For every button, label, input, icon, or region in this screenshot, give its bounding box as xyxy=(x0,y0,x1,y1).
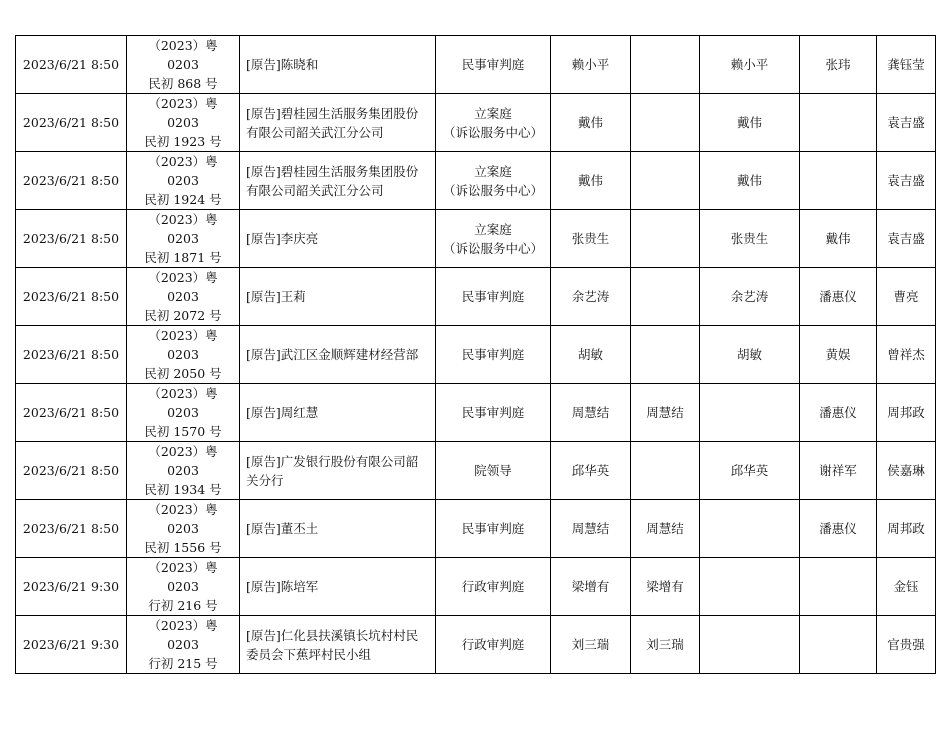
court-text: 立案庭 xyxy=(474,221,512,237)
party-text: [原告]陈晓和 xyxy=(246,57,319,72)
party-text: [原告]武江区金顺辉建材经营部 xyxy=(246,347,419,362)
party-text: [原告]李庆亮 xyxy=(246,231,319,246)
clerk-cell xyxy=(877,36,936,94)
presiding-judge-text: 刘三瑞 xyxy=(646,637,684,652)
case-number-text: （2023）粤 0203 xyxy=(148,154,218,188)
panel-member-cell xyxy=(700,500,800,558)
hearing-time-cell xyxy=(16,210,127,268)
case-number-text: 民初 1924 号 xyxy=(144,192,222,207)
case-number-text: 民初 1871 号 xyxy=(144,250,222,265)
party-cell xyxy=(240,558,436,616)
court-text: （诉讼服务中心） xyxy=(442,182,543,198)
case-number-cell xyxy=(127,500,240,558)
panel-member-cell xyxy=(700,558,800,616)
panel-member-cell xyxy=(700,210,800,268)
case-number-text: 行初 215 号 xyxy=(148,656,218,671)
party-text: [原告]碧桂园生活服务集团股份有限公司韶关武江分公司 xyxy=(246,105,419,140)
judge-text: 戴伟 xyxy=(577,115,603,130)
judge-cell xyxy=(551,268,631,326)
panel-member-text: 戴伟 xyxy=(736,173,762,188)
case-number-text: 民初 2072 号 xyxy=(144,308,222,323)
panel-member-2-cell xyxy=(800,326,877,384)
panel-member-2-cell xyxy=(800,558,877,616)
judge-text: 戴伟 xyxy=(577,173,603,188)
clerk-text: 周邦政 xyxy=(887,405,925,420)
court-text: 立案庭 xyxy=(474,105,512,121)
judge-cell xyxy=(551,500,631,558)
case-number-cell xyxy=(127,326,240,384)
judge-text: 张贵生 xyxy=(571,231,610,246)
judge-text: 周慧结 xyxy=(571,405,610,420)
court-text: 立案庭 xyxy=(474,163,512,179)
table-body xyxy=(16,36,936,674)
court-text: （诉讼服务中心） xyxy=(442,124,543,140)
presiding-judge-text: 梁增有 xyxy=(646,579,684,594)
panel-member-cell xyxy=(700,152,800,210)
hearing-schedule-table xyxy=(15,35,936,674)
table-row xyxy=(16,558,936,616)
court-cell xyxy=(436,384,551,442)
party-cell xyxy=(240,94,436,152)
case-number-cell xyxy=(127,558,240,616)
case-number-text: （2023）粤 0203 xyxy=(148,502,218,536)
hearing-time-text: 2023/6/21 8:50 xyxy=(22,289,120,304)
hearing-time-cell xyxy=(16,152,127,210)
table-row xyxy=(16,152,936,210)
judge-cell xyxy=(551,152,631,210)
party-cell xyxy=(240,442,436,500)
panel-member-2-text: 潘惠仪 xyxy=(819,289,857,304)
party-cell xyxy=(240,326,436,384)
party-text: [原告]碧桂园生活服务集团股份有限公司韶关武江分公司 xyxy=(246,163,419,198)
table-row xyxy=(16,36,936,94)
court-text: 民事审判庭 xyxy=(461,57,525,72)
case-number-text: 民初 2050 号 xyxy=(144,366,222,381)
case-number-text: （2023）粤 0203 xyxy=(148,444,218,478)
hearing-time-cell xyxy=(16,94,127,152)
presiding-judge-cell xyxy=(631,384,700,442)
case-number-cell xyxy=(127,442,240,500)
panel-member-text: 张贵生 xyxy=(730,231,769,246)
panel-member-text: 余艺涛 xyxy=(730,289,769,304)
hearing-time-cell xyxy=(16,326,127,384)
court-text: 行政审判庭 xyxy=(461,637,525,652)
judge-cell xyxy=(551,326,631,384)
judge-text: 余艺涛 xyxy=(571,289,610,304)
party-cell xyxy=(240,384,436,442)
presiding-judge-cell xyxy=(631,152,700,210)
panel-member-text: 戴伟 xyxy=(736,115,762,130)
presiding-judge-cell xyxy=(631,210,700,268)
hearing-time-text: 2023/6/21 8:50 xyxy=(22,521,120,536)
clerk-cell xyxy=(877,326,936,384)
judge-text: 梁增有 xyxy=(571,579,610,594)
hearing-time-text: 2023/6/21 8:50 xyxy=(22,405,120,420)
case-number-text: 民初 1570 号 xyxy=(144,424,222,439)
hearing-time-text: 2023/6/21 8:50 xyxy=(22,231,120,246)
clerk-text: 曹亮 xyxy=(893,289,919,304)
clerk-cell xyxy=(877,616,936,674)
case-number-cell xyxy=(127,384,240,442)
court-cell xyxy=(436,210,551,268)
hearing-time-cell xyxy=(16,442,127,500)
court-cell xyxy=(436,500,551,558)
panel-member-2-cell xyxy=(800,94,877,152)
presiding-judge-cell xyxy=(631,36,700,94)
table-row xyxy=(16,384,936,442)
judge-text: 刘三瑞 xyxy=(571,637,610,652)
judge-text: 胡敏 xyxy=(577,347,603,362)
judge-cell xyxy=(551,558,631,616)
panel-member-cell xyxy=(700,268,800,326)
case-number-text: （2023）粤 0203 xyxy=(148,386,218,420)
party-cell xyxy=(240,152,436,210)
judge-cell xyxy=(551,36,631,94)
panel-member-2-text: 潘惠仪 xyxy=(819,521,857,536)
hearing-time-text: 2023/6/21 8:50 xyxy=(22,115,120,130)
case-number-text: 民初 1923 号 xyxy=(144,134,222,149)
clerk-cell xyxy=(877,94,936,152)
case-number-text: 民初 1934 号 xyxy=(144,482,222,497)
case-number-text: （2023）粤 0203 xyxy=(148,560,218,594)
case-number-text: （2023）粤 0203 xyxy=(148,38,218,72)
court-cell xyxy=(436,442,551,500)
case-number-text: 行初 216 号 xyxy=(148,598,218,613)
panel-member-2-cell xyxy=(800,442,877,500)
judge-cell xyxy=(551,616,631,674)
court-cell xyxy=(436,326,551,384)
court-cell xyxy=(436,268,551,326)
case-number-text: （2023）粤 0203 xyxy=(148,212,218,246)
presiding-judge-cell xyxy=(631,558,700,616)
judge-text: 赖小平 xyxy=(571,57,610,72)
case-number-cell xyxy=(127,36,240,94)
court-cell xyxy=(436,36,551,94)
party-text: [原告]陈培军 xyxy=(246,579,319,594)
case-number-cell xyxy=(127,616,240,674)
judge-text: 邱华英 xyxy=(571,463,610,478)
table-row xyxy=(16,500,936,558)
table-row xyxy=(16,326,936,384)
case-number-cell xyxy=(127,152,240,210)
case-number-cell xyxy=(127,210,240,268)
clerk-cell xyxy=(877,558,936,616)
hearing-time-cell xyxy=(16,558,127,616)
panel-member-2-cell xyxy=(800,210,877,268)
presiding-judge-cell xyxy=(631,500,700,558)
panel-member-text: 邱华英 xyxy=(730,463,769,478)
panel-member-2-text: 潘惠仪 xyxy=(819,405,857,420)
clerk-cell xyxy=(877,210,936,268)
hearing-time-cell xyxy=(16,500,127,558)
case-number-text: （2023）粤 0203 xyxy=(148,618,218,652)
party-cell xyxy=(240,36,436,94)
clerk-text: 袁吉盛 xyxy=(887,173,925,188)
panel-member-cell xyxy=(700,36,800,94)
court-cell xyxy=(436,616,551,674)
party-text: [原告]广发银行股份有限公司韶关分行 xyxy=(246,453,419,488)
panel-member-2-cell xyxy=(800,500,877,558)
court-cell xyxy=(436,558,551,616)
party-cell xyxy=(240,616,436,674)
court-text: 民事审判庭 xyxy=(461,405,525,420)
panel-member-2-cell xyxy=(800,268,877,326)
hearing-time-cell xyxy=(16,616,127,674)
clerk-cell xyxy=(877,384,936,442)
clerk-cell xyxy=(877,500,936,558)
judge-cell xyxy=(551,384,631,442)
judge-cell xyxy=(551,94,631,152)
hearing-time-text: 2023/6/21 8:50 xyxy=(22,347,120,362)
table-row xyxy=(16,442,936,500)
clerk-text: 曾祥杰 xyxy=(887,347,925,362)
party-text: [原告]周红慧 xyxy=(246,405,319,420)
hearing-time-cell xyxy=(16,268,127,326)
table-row xyxy=(16,210,936,268)
court-text: 院领导 xyxy=(474,463,512,478)
presiding-judge-text: 周慧结 xyxy=(646,521,684,536)
panel-member-2-text: 戴伟 xyxy=(825,231,851,246)
party-cell xyxy=(240,268,436,326)
judge-cell xyxy=(551,442,631,500)
table-row xyxy=(16,268,936,326)
case-number-text: 民初 1556 号 xyxy=(144,540,222,555)
court-text: 民事审判庭 xyxy=(461,289,525,304)
panel-member-2-cell xyxy=(800,384,877,442)
presiding-judge-cell xyxy=(631,268,700,326)
clerk-cell xyxy=(877,268,936,326)
panel-member-2-text: 黄娱 xyxy=(825,347,851,362)
case-number-text: 民初 868 号 xyxy=(148,76,218,91)
hearing-time-text: 2023/6/21 8:50 xyxy=(22,463,120,478)
court-cell xyxy=(436,152,551,210)
hearing-time-text: 2023/6/21 9:30 xyxy=(22,579,120,594)
panel-member-text: 赖小平 xyxy=(730,57,769,72)
case-number-text: （2023）粤 0203 xyxy=(148,328,218,362)
party-text: [原告]王莉 xyxy=(246,289,306,304)
party-text: [原告]仁化县扶溪镇长坑村村民委员会下蕉坪村民小组 xyxy=(246,627,419,662)
clerk-text: 袁吉盛 xyxy=(887,115,925,130)
presiding-judge-cell xyxy=(631,94,700,152)
presiding-judge-text: 周慧结 xyxy=(646,405,684,420)
clerk-text: 金钰 xyxy=(893,579,919,594)
court-text: 行政审判庭 xyxy=(461,579,525,594)
clerk-text: 袁吉盛 xyxy=(887,231,925,246)
panel-member-cell xyxy=(700,326,800,384)
court-text: 民事审判庭 xyxy=(461,347,525,362)
party-cell xyxy=(240,500,436,558)
panel-member-cell xyxy=(700,384,800,442)
party-text: [原告]董丕土 xyxy=(246,521,319,536)
judge-text: 周慧结 xyxy=(571,521,610,536)
hearing-time-text: 2023/6/21 8:50 xyxy=(22,173,120,188)
table-row xyxy=(16,94,936,152)
case-number-cell xyxy=(127,268,240,326)
panel-member-2-cell xyxy=(800,616,877,674)
party-cell xyxy=(240,210,436,268)
clerk-cell xyxy=(877,442,936,500)
panel-member-cell xyxy=(700,94,800,152)
presiding-judge-cell xyxy=(631,326,700,384)
hearing-time-cell xyxy=(16,36,127,94)
court-cell xyxy=(436,94,551,152)
panel-member-2-cell xyxy=(800,36,877,94)
clerk-cell xyxy=(877,152,936,210)
court-text: （诉讼服务中心） xyxy=(442,240,543,256)
panel-member-2-cell xyxy=(800,152,877,210)
table-row xyxy=(16,616,936,674)
case-number-cell xyxy=(127,94,240,152)
clerk-text: 官贵强 xyxy=(887,637,925,652)
hearing-time-text: 2023/6/21 8:50 xyxy=(22,57,120,72)
presiding-judge-cell xyxy=(631,616,700,674)
panel-member-2-text: 谢祥军 xyxy=(819,463,857,478)
panel-member-cell xyxy=(700,616,800,674)
court-text: 民事审判庭 xyxy=(461,521,525,536)
panel-member-text: 胡敏 xyxy=(736,347,762,362)
clerk-text: 周邦政 xyxy=(887,521,925,536)
hearing-time-cell xyxy=(16,384,127,442)
hearing-time-text: 2023/6/21 9:30 xyxy=(22,637,120,652)
panel-member-2-text: 张玮 xyxy=(825,57,851,72)
clerk-text: 龚钰莹 xyxy=(887,57,925,72)
panel-member-cell xyxy=(700,442,800,500)
case-number-text: （2023）粤 0203 xyxy=(148,270,218,304)
presiding-judge-cell xyxy=(631,442,700,500)
clerk-text: 侯嘉琳 xyxy=(887,463,925,478)
judge-cell xyxy=(551,210,631,268)
case-number-text: （2023）粤 0203 xyxy=(148,96,218,130)
